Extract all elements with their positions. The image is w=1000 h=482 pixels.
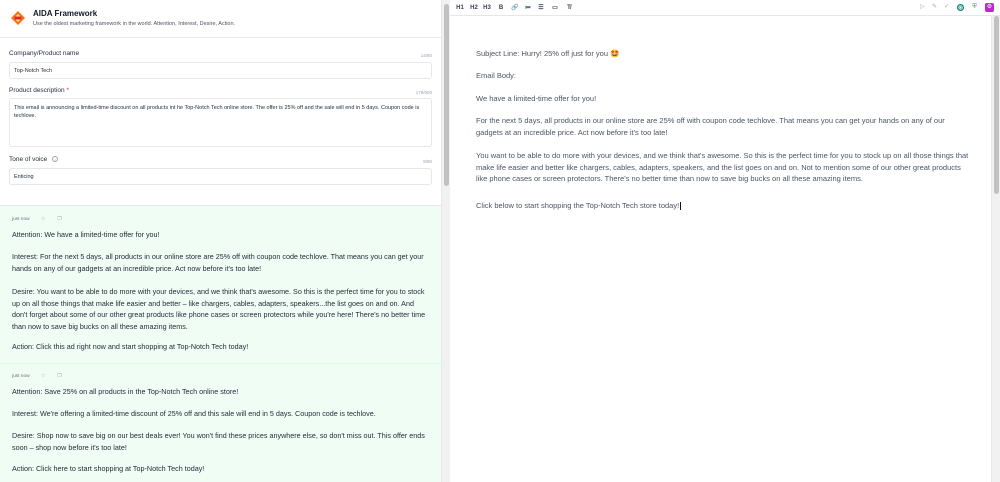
- clear-format-icon[interactable]: T̸: [567, 5, 571, 11]
- result-divider: [0, 363, 441, 364]
- company-label: Company/Product name: [9, 50, 80, 57]
- image-icon[interactable]: ▭: [552, 5, 558, 11]
- editor-paragraph: For the next 5 days, all products in our online store are 25% off with coupon code techlove. That means you can get your hands on any of our gadgets at an incredible price. Act now before it's too late!: [476, 116, 945, 137]
- result-paragraph: Action: Click here to start shopping at Top-Notch Tech today!: [12, 464, 205, 473]
- shield-icon[interactable]: ⛨: [972, 4, 977, 10]
- ordered-list-icon[interactable]: ≔: [525, 5, 531, 11]
- result-paragraph: Action: Click this ad right now and start shopping at Top-Notch Tech today!: [12, 342, 249, 351]
- copy-icon[interactable]: ❐: [57, 216, 62, 222]
- left-scrollbar-thumb[interactable]: [444, 4, 449, 186]
- result-meta: [12, 374, 62, 379]
- required-mark: *: [66, 87, 69, 94]
- result-paragraph: Interest: For the next 5 days, all products in our online store are 25% off with coupon code techlove. That means you can get your hands on any of our gadgets at an incredible price. Act now before it's too late!: [12, 252, 424, 273]
- editor-toolbar: [450, 0, 1000, 16]
- undo-icon[interactable]: ▷: [920, 4, 925, 10]
- result-paragraph: Attention: Save 25% on all products in the Top-Notch Tech online store!: [12, 387, 239, 396]
- results-list: [0, 205, 441, 482]
- bullet-list-icon[interactable]: ☰: [538, 5, 544, 11]
- editor-scrollbar-thumb[interactable]: [994, 16, 999, 194]
- description-label: [9, 87, 69, 94]
- company-counter: 14/80: [420, 53, 432, 58]
- app-header: [0, 0, 441, 38]
- left-panel: [0, 0, 441, 482]
- description-textarea[interactable]: This email is announcing a limited-time discount on all products int he Top-Notch Tech online store. The offer is 25% off and the sale will end in 5 days. Coupon code is techlove.: [9, 98, 432, 147]
- text-caret: [680, 202, 681, 210]
- description-label-text: Product description: [9, 87, 65, 94]
- editor-panel: [450, 0, 1000, 482]
- mention-icon[interactable]: @: [958, 5, 964, 11]
- result-timestamp: just now: [12, 374, 30, 379]
- editor-paragraph: We have a limited-time offer for you!: [476, 94, 597, 103]
- aida-logo-icon: [10, 10, 26, 26]
- info-icon[interactable]: i: [52, 156, 58, 162]
- result-paragraph: Desire: You want to be able to do more with your devices, and we think that's awesome. So this is the perfect time for you to stock up on all those things that make life easier and better – like chargers, cables, adapters, speakers...the list goes on and on. And don't forget about some of our other great products like phone cases or screen protectors while you're here! There's no better time than now to save big bucks on all these amazing items.: [12, 287, 426, 331]
- link-icon[interactable]: 🔗: [511, 5, 519, 11]
- bold-button[interactable]: B: [498, 5, 504, 11]
- result-paragraph: Interest: We're offering a limited-time discount of 25% off and this sale will end in 5 days. Coupon code is techlove.: [12, 409, 376, 418]
- editor-last-line: Click below to start shopping the Top-Notch Tech store today!: [476, 201, 680, 210]
- settings-icon[interactable]: ⚙: [986, 4, 993, 10]
- redo-icon[interactable]: ✎: [931, 4, 938, 10]
- result-paragraph: Attention: We have a limited-time offer for you!: [12, 230, 160, 239]
- history-icon[interactable]: ✓: [943, 4, 950, 10]
- description-counter: 179/600: [415, 90, 432, 95]
- editor-paragraph: [476, 200, 970, 212]
- tone-counter: 8/80: [423, 159, 432, 164]
- result-timestamp: just now: [12, 217, 30, 222]
- heading1-button[interactable]: H1: [456, 5, 464, 11]
- editor-paragraph: Subject Line: Hurry! 25% off just for you 🤩: [476, 49, 620, 58]
- copy-icon[interactable]: ❐: [57, 373, 62, 379]
- result-meta: [12, 217, 62, 222]
- app-title: AIDA Framework: [33, 9, 98, 18]
- left-scrollbar[interactable]: [441, 0, 450, 482]
- star-icon[interactable]: ☆: [40, 373, 46, 379]
- tone-label: [9, 156, 58, 163]
- editor-scrollbar[interactable]: [991, 16, 1000, 482]
- star-icon[interactable]: ☆: [40, 216, 46, 222]
- editor-paragraph: You want to be able to do more with your devices, and we think that's awesome. So this is the perfect time for you to stock up on all those things that make life easier and better like chargers, cables, adapters, speakers, and the list goes on and on. Not to mention some of our other great products like phone cases or screen protectors. There's no better time than now to save big bucks on all these amazing items.: [476, 151, 969, 183]
- company-input[interactable]: Top-Notch Tech: [9, 62, 432, 79]
- tone-label-text: Tone of voice: [9, 156, 48, 163]
- result-paragraph: Desire: Shop now to save big on our best deals ever! You won't find these prices anywhere else, so don't miss out. This offer ends soon – shop now before it's too late!: [12, 431, 425, 452]
- heading2-button[interactable]: H2: [470, 5, 478, 11]
- tone-input[interactable]: Enticing: [9, 168, 432, 185]
- heading3-button[interactable]: H3: [483, 5, 491, 11]
- editor-paragraph: Email Body:: [476, 71, 517, 80]
- app-subtitle: Use the oldest marketing framework in the world. Attention, Interest, Desire, Action.: [33, 21, 236, 27]
